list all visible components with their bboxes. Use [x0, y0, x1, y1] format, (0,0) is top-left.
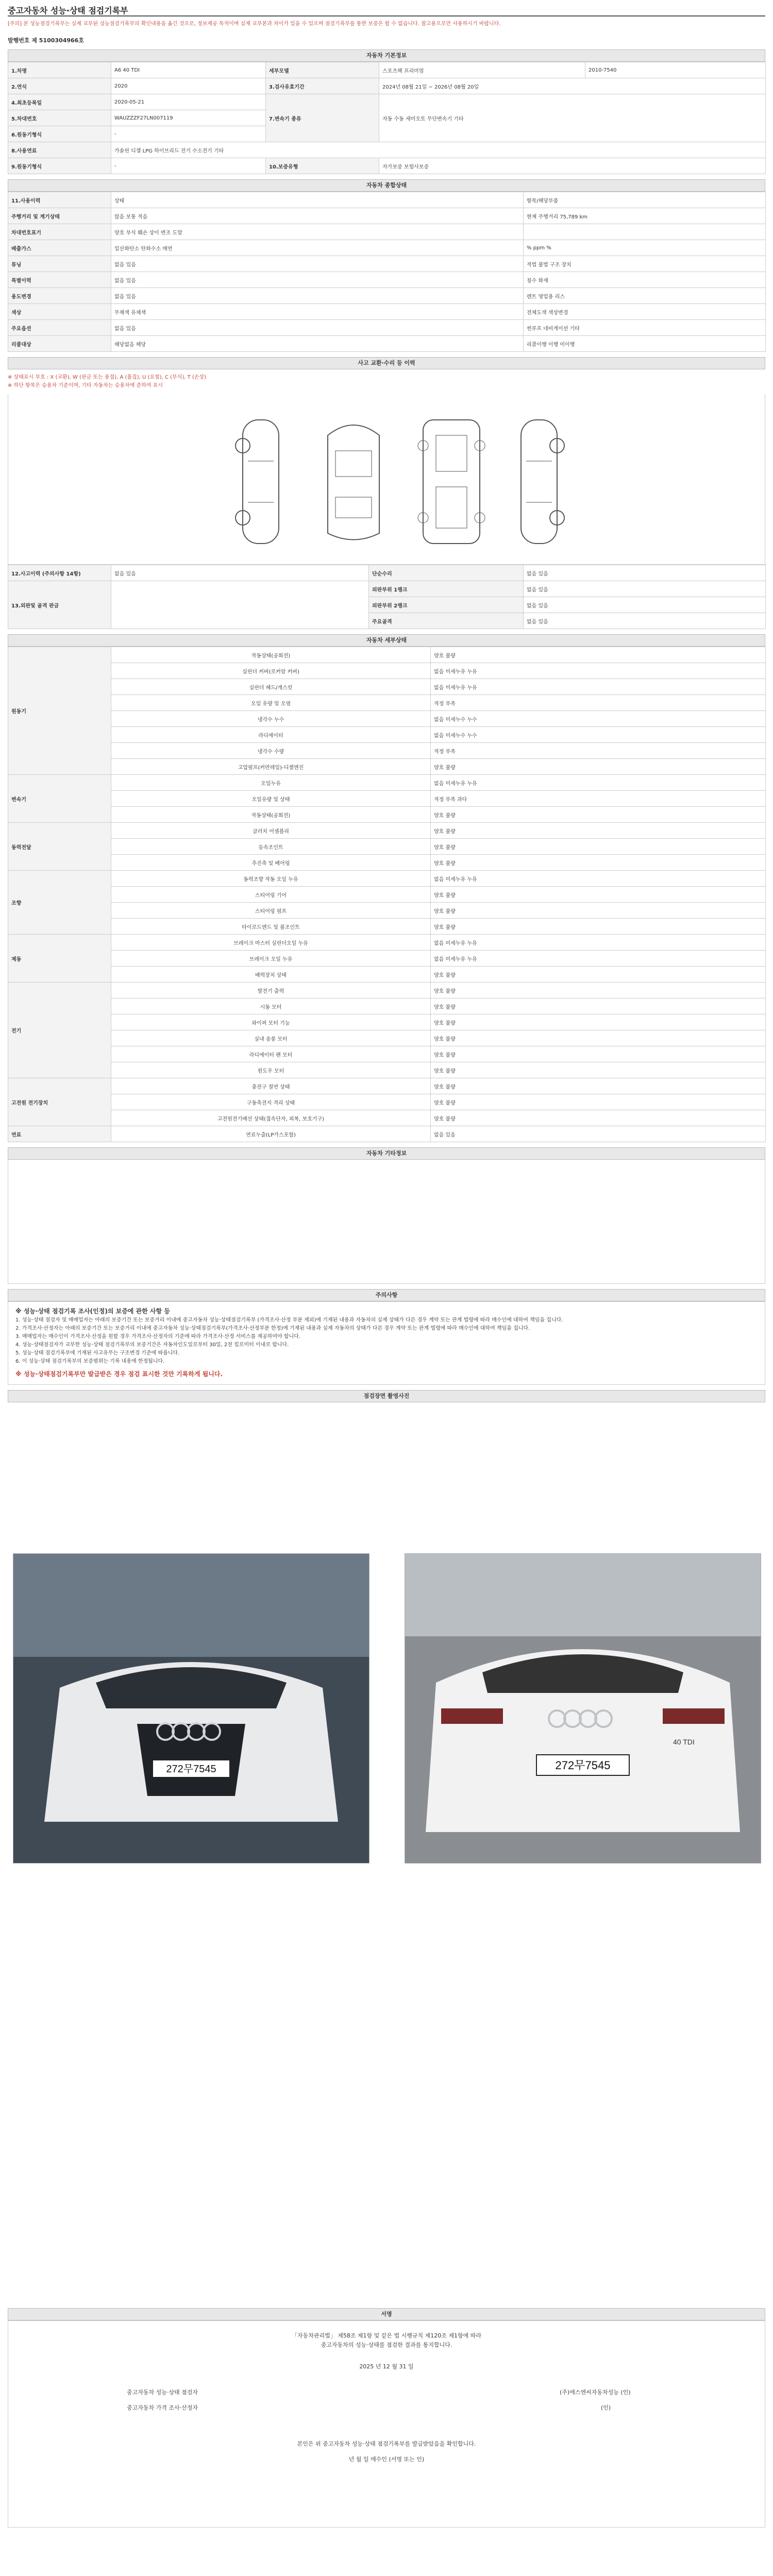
car-front-photo-icon — [13, 1554, 369, 1863]
detail-item: 클러치 어셈블리 — [111, 823, 431, 839]
detail-row — [8, 807, 766, 823]
basic-value: 가솔린 디젤 LPG 하이브리드 전기 수소전기 기타 — [111, 142, 766, 158]
basic-value: 2020-05-21 — [111, 94, 266, 110]
detail-row — [8, 919, 766, 935]
detail-item: 추진축 및 베어링 — [111, 855, 431, 871]
basic-label: 8.사용연료 — [8, 142, 111, 158]
condition-cell: % ppm % — [524, 240, 766, 256]
notice-text: [주의] 본 성능점검기록부는 실제 교부된 성능점검기록부의 확인내용을 옮긴 것으로, 정보제공 목적이며 실제 교부본과 차이가 있을 수 있으며 점검기록부를 통한 보증은 할 수 없습니다. 참고용으로만 사용하시기 바랍니다. — [8, 21, 501, 27]
condition-cell: 현재 주행거리 75,789 km — [524, 208, 766, 224]
detail-row — [8, 839, 766, 855]
inspector-label: 중고자동차 성능·상태 점검자 — [127, 2389, 198, 2396]
detail-group: 동력전달 — [8, 823, 111, 871]
detail-item: 충전구 절연 상태 — [111, 1078, 431, 1094]
detail-result: 양호 불량 — [431, 903, 766, 919]
detail-item: 실린더 커버(로커암 커버) — [111, 663, 431, 679]
condition-cell: 침수 화재 — [524, 272, 766, 288]
condition-cell: 양호 부식 훼손 상이 변조 도말 — [111, 224, 524, 240]
section-signature: 서명 — [8, 2308, 765, 2320]
section-options: 자동차 기타정보 — [8, 1147, 765, 1160]
detail-item: 브레이크 오일 누유 — [111, 951, 431, 967]
detail-result: 양호 불량 — [431, 1030, 766, 1046]
title-bar — [8, 0, 765, 16]
section-details: 자동차 세부상태 — [8, 634, 765, 647]
photo-front — [13, 1553, 369, 1863]
condition-cell: 리콜이행 이행 미이행 — [524, 336, 766, 352]
car-top-front-icon — [317, 415, 390, 549]
detail-result: 양호 불량 — [431, 647, 766, 663]
detail-item: 동력조향 작동 오일 누유 — [111, 871, 431, 887]
condition-cell: 많음 보통 적음 — [111, 208, 524, 224]
detail-result: 양호 불량 — [431, 1078, 766, 1094]
inspector-name: (주)에스엔씨자동차성능 (인) — [560, 2389, 631, 2396]
notes-line: 3. 매매업자는 매수인이 가격조사·산정을 원할 경우 가격조사·산정자의 기준에 따라 가격조사·산정 서비스를 제공하여야 합니다. — [15, 1334, 301, 1340]
detail-result: 적정 부족 — [431, 743, 766, 759]
price-name: (인) — [601, 2404, 611, 2411]
basic-label: 1.차명 — [8, 62, 111, 78]
detail-item: 라디에이터 — [111, 727, 431, 743]
detail-group: 고전원 전기장치 — [8, 1078, 111, 1126]
detail-row — [8, 663, 766, 679]
detail-result: 양호 불량 — [431, 855, 766, 871]
basic-value: 2020 — [111, 78, 266, 94]
basic-value: A6 40 TDI — [111, 62, 266, 78]
section-basic-info: 자동차 기본정보 — [8, 49, 765, 62]
condition-row — [8, 320, 766, 336]
condition-row — [8, 336, 766, 352]
detail-row — [8, 679, 766, 695]
condition-cell: 상태 — [111, 192, 524, 208]
detail-row — [8, 1030, 766, 1046]
detail-row — [8, 855, 766, 871]
detail-result: 양호 불량 — [431, 887, 766, 903]
detail-result: 적정 부족 과다 — [431, 791, 766, 807]
car-side-left-icon — [225, 415, 297, 549]
detail-row — [8, 871, 766, 887]
detail-result: 양호 불량 — [431, 982, 766, 998]
notes-footer: ※ 성능·상태점검기록부만 발급받은 경우 점검 표시한 것만 기록하게 됩니다. — [15, 1370, 223, 1378]
detail-result: 양호 불량 — [431, 1014, 766, 1030]
detail-row — [8, 727, 766, 743]
buyer-line: 년 월 일 매수인 (서명 또는 인) — [348, 2456, 425, 2463]
detail-group: 제동 — [8, 935, 111, 982]
detail-item: 라디에이터 팬 모터 — [111, 1046, 431, 1062]
detail-item: 브레이크 마스터 실린더오일 누유 — [111, 935, 431, 951]
detail-result: 양호 불량 — [431, 998, 766, 1014]
front-plate: 272무7545 — [166, 1764, 216, 1775]
condition-row — [8, 224, 766, 240]
accident-value: 없음 있음 — [524, 597, 766, 613]
detail-item: 스티어링 기어 — [111, 887, 431, 903]
notes-line: 1. 성능·상태 점검자 및 매매업자는 아래의 보증기간 또는 보증거리 이내에 중고자동차 성능·상태점검기록부 (가격조사·산정 부분 제외)에 기재된 내용과 자동차의 실제 상태가 다른 경우 계약 또는 관계 법령에 따라 매수인에 대하여 책임을 집니다. — [15, 1317, 563, 1323]
detail-row — [8, 1014, 766, 1030]
notes-heading: ※ 성능·상태 점검기록 조사(인정)의 보증에 관한 사항 등 — [15, 1308, 170, 1315]
detail-result: 적정 부족 — [431, 695, 766, 711]
detail-row — [8, 1046, 766, 1062]
accident-value: 없음 있음 — [524, 581, 766, 597]
condition-cell: 용도변경 — [8, 288, 111, 304]
rear-plate: 272무7545 — [555, 1759, 611, 1772]
basic-label: 10.보증유형 — [266, 158, 379, 174]
condition-cell: 없음 있음 — [111, 256, 524, 272]
detail-result: 없음 미세누유 누유 — [431, 935, 766, 951]
detail-result: 없음 미세누유 누유 — [431, 871, 766, 887]
detail-item: 냉각수 누수 — [111, 711, 431, 727]
detail-row — [8, 743, 766, 759]
condition-cell: 리콜대상 — [8, 336, 111, 352]
buyer-text: 본인은 위 중고자동차 성능·상태 점검기록부를 발급받았음을 확인합니다. — [297, 2441, 476, 2447]
detail-row — [8, 935, 766, 951]
detail-item: 실내 송풍 모터 — [111, 1030, 431, 1046]
basic-label: 7.변속기 종류 — [266, 94, 379, 142]
detail-result: 양호 불량 — [431, 807, 766, 823]
sign-date: 2025 년 12 월 31 일 — [359, 2363, 414, 2370]
condition-row — [8, 240, 766, 256]
basic-label: 3.검사유효기간 — [266, 78, 379, 94]
detail-row — [8, 823, 766, 839]
condition-cell: 없음 있음 — [111, 288, 524, 304]
detail-row — [8, 1094, 766, 1110]
detail-table — [8, 647, 766, 1142]
basic-value: 자가보증 보험사보증 — [379, 158, 766, 174]
condition-cell: 일산화탄소 탄화수소 매연 — [111, 240, 524, 256]
detail-group: 조향 — [8, 871, 111, 935]
section-notes: 주의사항 — [8, 1289, 765, 1301]
detail-item: 실린더 헤드/개스킷 — [111, 679, 431, 695]
detail-item: 배력장치 상태 — [111, 967, 431, 982]
detail-row — [8, 1126, 766, 1142]
legend-line: ※ 하단 항목은 승용차 기준이며, 기타 자동차는 승용차에 준하여 표시 — [8, 383, 163, 388]
detail-item: 와이퍼 모터 기능 — [111, 1014, 431, 1030]
condition-cell: 항목/해당부품 — [524, 192, 766, 208]
condition-cell: 배출가스 — [8, 240, 111, 256]
condition-cell: 없음 있음 — [111, 320, 524, 336]
accident-label: 외판부위 1랭크 — [369, 581, 524, 597]
basic-label: 세부모델 — [266, 62, 379, 78]
notes-line: 2. 가격조사·산정자는 아래의 보증기간 또는 보증거리 이내에 중고자동차 성능·상태점검기록부(가격조사·산정부분 한정)에 기재된 내용과 실제 자동차의 상태가 다른 경우 계약 또는 관계 법령에 따라 매수인에 대하여 책임을 집니다. — [15, 1326, 530, 1331]
basic-value: 스포츠팩 프리미엄 — [379, 62, 585, 78]
detail-item: 작동상태(공회전) — [111, 807, 431, 823]
detail-result: 없음 미세누수 누수 — [431, 711, 766, 727]
condition-cell: 11.사용이력 — [8, 192, 111, 208]
detail-group: 전기 — [8, 982, 111, 1078]
detail-item: 타이로드엔드 및 볼조인트 — [111, 919, 431, 935]
accident-value: 없음 있음 — [524, 565, 766, 581]
detail-group: 연료 — [8, 1126, 111, 1142]
notes-line: 4. 성능·상태점검자가 교부한 성능·상태 점검기록부의 보증기간은 자동차인도일로부터 30일, 2천 킬로미터 이내로 합니다. — [15, 1342, 289, 1348]
condition-cell: 없음 있음 — [111, 272, 524, 288]
condition-cell: 해당없음 해당 — [111, 336, 524, 352]
section-photos: 점검장면 촬영사진 — [8, 1390, 765, 1402]
detail-row — [8, 711, 766, 727]
condition-cell: 특별이력 — [8, 272, 111, 288]
condition-cell: 적법 불법 구조 장치 — [524, 256, 766, 272]
detail-item: 발전기 출력 — [111, 982, 431, 998]
detail-row — [8, 887, 766, 903]
detail-result: 양호 불량 — [431, 1046, 766, 1062]
accident-value — [111, 581, 369, 629]
basic-value: 자동 수동 세미오토 무단변속기 기타 — [379, 94, 766, 142]
basic-value: 2010-7540 — [585, 62, 766, 78]
detail-item: 윈도우 모터 — [111, 1062, 431, 1078]
doc-number: 발행번호 제 5100304966호 — [8, 37, 84, 44]
detail-result: 없음 미세누유 누유 — [431, 951, 766, 967]
signature-box — [8, 2320, 765, 2528]
sign-text: 「자동차관리법」 제58조 제1항 및 같은 법 시행규칙 제120조 제1항에 따라 — [291, 2332, 482, 2339]
notes-block — [8, 1301, 765, 1385]
photo-rear — [405, 1553, 761, 1863]
detail-result: 양호 불량 — [431, 919, 766, 935]
detail-row — [8, 759, 766, 775]
detail-row — [8, 982, 766, 998]
condition-cell: 렌트 영업용 리스 — [524, 288, 766, 304]
condition-cell: 색상 — [8, 304, 111, 320]
notes-line: 5. 성능·상태 점검기록부에 기재된 사고유무는 구조변경 기준에 따릅니다. — [15, 1350, 180, 1356]
legend-line: ※ 상태표시 부호 : X (교환), W (판금 또는 용접), A (흠집), U (요철), C (부식), T (손상) — [8, 375, 207, 380]
price-label: 중고자동차 가격 조사·산정자 — [127, 2404, 198, 2411]
car-diagram — [8, 394, 765, 565]
detail-row — [8, 647, 766, 663]
detail-row — [8, 775, 766, 791]
condition-row — [8, 304, 766, 320]
basic-info-table — [8, 62, 766, 174]
condition-cell: 전체도색 색상변경 — [524, 304, 766, 320]
car-side-right-icon — [503, 415, 575, 549]
detail-row — [8, 1078, 766, 1094]
detail-row — [8, 967, 766, 982]
detail-row — [8, 998, 766, 1014]
options-area — [8, 1160, 765, 1284]
detail-result: 양호 불량 — [431, 1062, 766, 1078]
legend — [8, 374, 765, 390]
basic-value: - — [111, 158, 266, 174]
detail-item: 연료누출(LP가스포함) — [111, 1126, 431, 1142]
page-title: 중고자동차 성능·상태 점검기록부 — [8, 6, 128, 15]
basic-label: 5.차대번호 — [8, 110, 111, 126]
detail-item: 작동상태(공회전) — [111, 647, 431, 663]
accident-label: 외판부위 2랭크 — [369, 597, 524, 613]
basic-value: WAUZZZF27LN007119 — [111, 110, 266, 126]
accident-label: 주요골격 — [369, 613, 524, 629]
car-frame-icon — [410, 415, 493, 549]
sign-text: 중고자동차의 성능·상태를 점검한 결과를 통지합니다. — [321, 2342, 452, 2348]
detail-item: 등속조인트 — [111, 839, 431, 855]
detail-row — [8, 695, 766, 711]
notes-line: 6. 이 성능·상태 점검기록부의 보증범위는 기록 내용에 한정됩니다. — [15, 1359, 165, 1364]
accident-label: 13.외판및 골격 판금 — [8, 581, 111, 629]
accident-value: 없음 있음 — [111, 565, 369, 581]
detail-result: 없음 미세누유 누유 — [431, 775, 766, 791]
basic-label: 2.연식 — [8, 78, 111, 94]
detail-item: 스티어링 펌프 — [111, 903, 431, 919]
basic-value: - — [111, 126, 266, 142]
condition-row — [8, 288, 766, 304]
detail-item: 고압펌프(커먼레일)-디젤엔진 — [111, 759, 431, 775]
detail-item: 오일 유량 및 오염 — [111, 695, 431, 711]
accident-table — [8, 565, 766, 629]
condition-cell: 무채색 유채색 — [111, 304, 524, 320]
detail-result: 양호 불량 — [431, 759, 766, 775]
detail-group: 변속기 — [8, 775, 111, 823]
detail-item: 고전원전기배선 상태(접속단자, 피복, 보호기구) — [111, 1110, 431, 1126]
rear-badge: 40 TDI — [673, 1738, 695, 1746]
condition-cell: 튜닝 — [8, 256, 111, 272]
section-exterior: 사고 교환·수리 등 이력 — [8, 357, 765, 369]
section-condition: 자동차 종합상태 — [8, 179, 765, 192]
condition-cell: 주요옵션 — [8, 320, 111, 336]
basic-value: 2024년 08월 21일 ~ 2026년 08월 20일 — [379, 78, 766, 94]
detail-row — [8, 951, 766, 967]
detail-result: 양호 불량 — [431, 1110, 766, 1126]
detail-item: 오일누유 — [111, 775, 431, 791]
condition-cell: 썬루프 네비게이션 기타 — [524, 320, 766, 336]
condition-row — [8, 192, 766, 208]
basic-label: 9.원동기형식 — [8, 158, 111, 174]
detail-item: 냉각수 수량 — [111, 743, 431, 759]
detail-row — [8, 903, 766, 919]
condition-table — [8, 192, 766, 352]
detail-group: 원동기 — [8, 647, 111, 775]
detail-result: 없음 미세누유 누유 — [431, 679, 766, 695]
accident-label: 12.사고이력 (주의사항 14항) — [8, 565, 111, 581]
basic-label: 6.원동기형식 — [8, 126, 111, 142]
detail-result: 양호 불량 — [431, 967, 766, 982]
basic-label: 4.최초등록일 — [8, 94, 111, 110]
detail-result: 없음 있음 — [431, 1126, 766, 1142]
condition-row — [8, 208, 766, 224]
detail-row — [8, 791, 766, 807]
detail-result: 없음 미세누유 누유 — [431, 663, 766, 679]
condition-cell — [524, 224, 766, 240]
detail-row — [8, 1062, 766, 1078]
detail-result: 양호 불량 — [431, 1094, 766, 1110]
condition-cell: 주행거리 및 계기상태 — [8, 208, 111, 224]
detail-result: 양호 불량 — [431, 823, 766, 839]
detail-result: 양호 불량 — [431, 839, 766, 855]
detail-row — [8, 1110, 766, 1126]
detail-item: 시동 모터 — [111, 998, 431, 1014]
condition-row — [8, 256, 766, 272]
car-rear-photo-icon — [405, 1554, 761, 1863]
condition-row — [8, 272, 766, 288]
accident-value: 없음 있음 — [524, 613, 766, 629]
detail-result: 없음 미세누수 누수 — [431, 727, 766, 743]
accident-label: 단순수리 — [369, 565, 524, 581]
condition-cell: 차대번호표기 — [8, 224, 111, 240]
detail-item: 구동축전지 격리 상태 — [111, 1094, 431, 1110]
detail-item: 오일유량 및 상태 — [111, 791, 431, 807]
